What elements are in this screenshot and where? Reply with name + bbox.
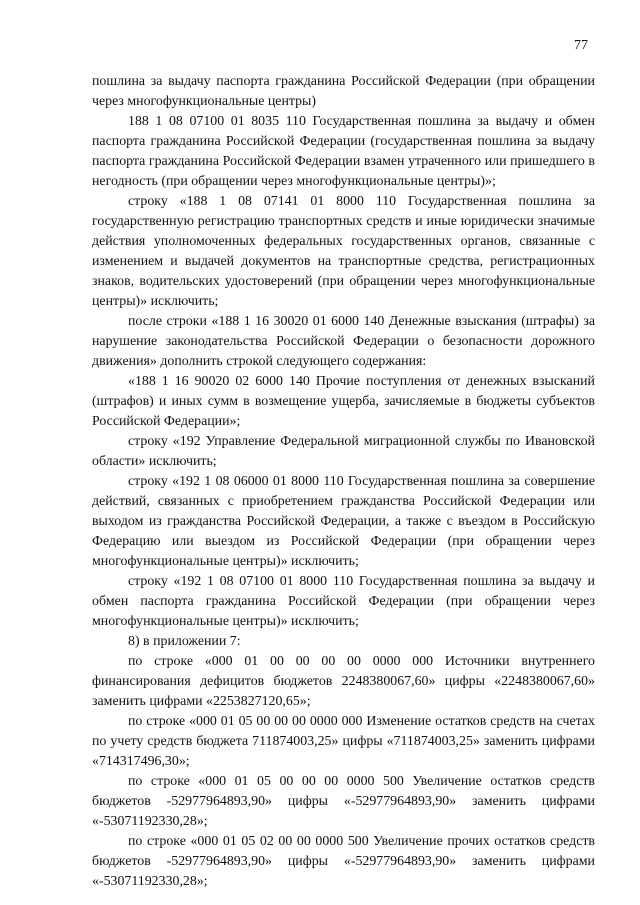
paragraph: по строке «000 01 05 02 00 00 0000 500 Увеличение прочих остатков средств бюджетов -52977964893,90» цифры «-52977964893,90» заменить цифрами «-53071192330,28»; [92, 834, 595, 889]
paragraph: 8) в приложении 7: [128, 634, 241, 649]
paragraph-continuation: пошлина за выдачу паспорта гражданина Российской Федерации (при обращении через многофункциональные центры) [92, 74, 595, 109]
paragraph: 188 1 08 07100 01 8035 110 Государственная пошлина за выдачу и обмен паспорта гражданина Российской Федерации (государственная пошлина за выдачу паспорта гражданина Российской Федерации взамен утраченного или пришедшего в негодность (при обращении через многофункциональные центры)»; [92, 114, 595, 189]
paragraph: строку «192 1 08 07100 01 8000 110 Государственная пошлина за выдачу и обмен паспорта гражданина Российской Федерации (при обращении через многофункциональные центры)» исключить; [92, 574, 595, 629]
paragraph: по строке «000 01 05 00 00 00 0000 500 Увеличение остатков средств бюджетов -52977964893,90» цифры «-52977964893,90» заменить цифрами «-53071192330,28»; [92, 774, 595, 829]
paragraph: строку «192 1 08 06000 01 8000 110 Государственная пошлина за совершение действий, связанных с приобретением гражданства Российской Федерации или выходом из гражданства Российской Федерации, а также с въездом в Российскую Федерацию или выездом из Российской Федерации (при обращении через многофункциональные центры)» исключить; [92, 474, 595, 569]
paragraph: строку «192 Управление Федеральной миграционной службы по Ивановской области» исключить; [92, 434, 595, 469]
paragraph: после строки «188 1 16 30020 01 6000 140 Денежные взыскания (штрафы) за нарушение законодательства Российской Федерации о безопасности дорожного движения» дополнить строкой следующего содержания: [92, 314, 595, 369]
document-body [92, 72, 595, 892]
page-number: 77 [574, 38, 588, 53]
paragraph: «188 1 16 90020 02 6000 140 Прочие поступления от денежных взысканий (штрафов) и иных сумм в возмещение ущерба, зачисляемые в бюджеты субъектов Российской Федерации»; [92, 374, 595, 429]
paragraph: по строке «000 01 05 00 00 00 0000 000 Изменение остатков средств на счетах по учету средств бюджета 711874003,25» цифры «711874003,25» заменить цифрами «714317496,30»; [92, 714, 595, 769]
paragraph: по строке «000 01 00 00 00 00 0000 000 Источники внутреннего финансирования дефицитов бюджетов 2248380067,60» цифры «2248380067,60» заменить цифрами «2253827120,65»; [92, 654, 595, 709]
paragraph: строку «188 1 08 07141 01 8000 110 Государственная пошлина за государственную регистрацию транспортных средств и иные юридически значимые действия уполномоченных федеральных государственных органов, связанные с изменением и выдачей документов на транспортные средства, регистрационных знаков, водительских удостоверений (при обращении через многофункциональные центры)» исключить; [92, 194, 595, 309]
